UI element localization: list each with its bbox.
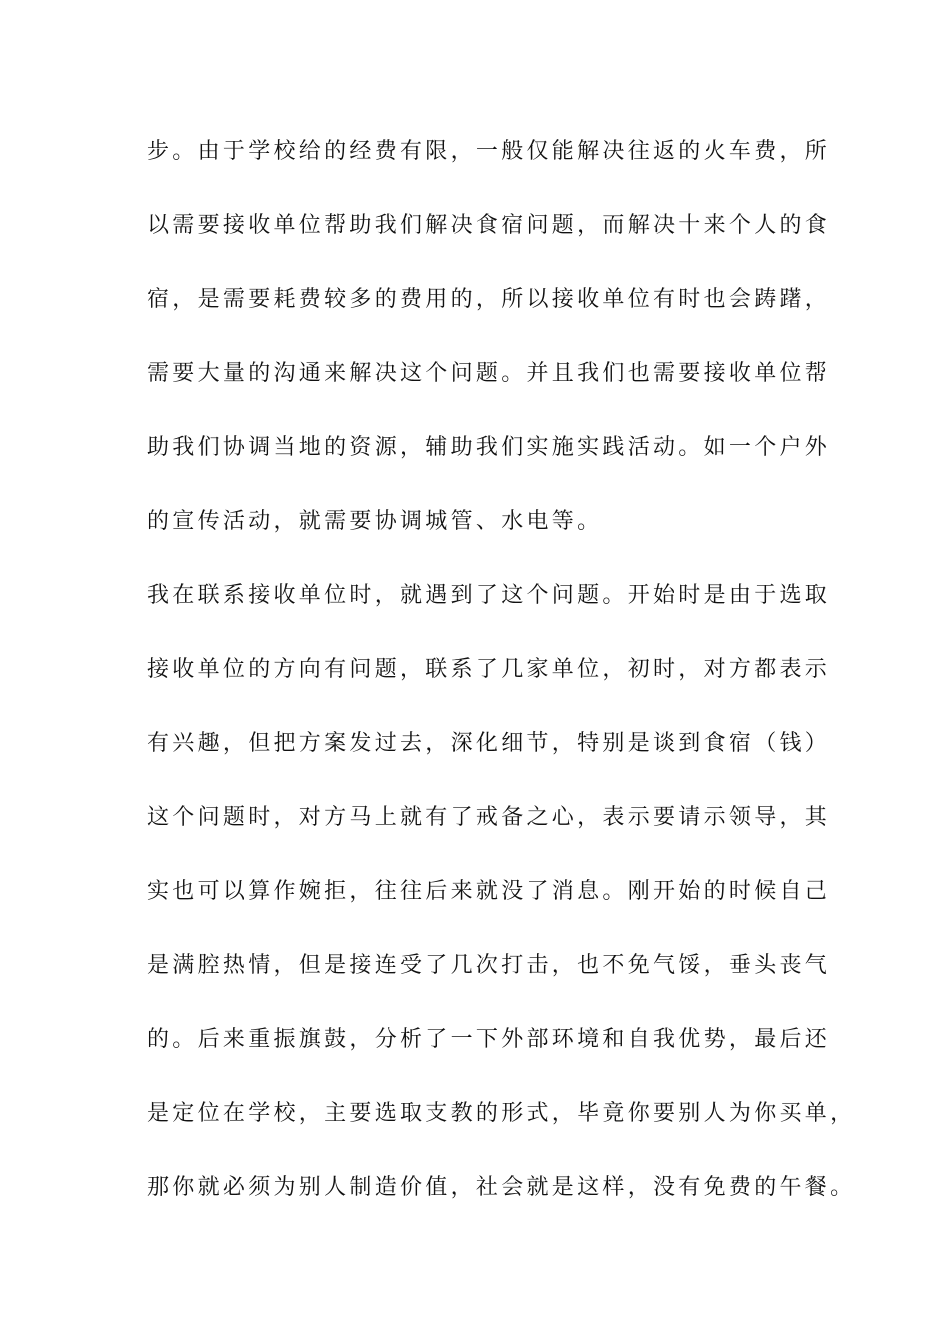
text-line: 的。后来重振旗鼓，分析了一下外部环境和自我优势，最后还 xyxy=(147,1027,831,1052)
text-line: 步。由于学校给的经费有限，一般仅能解决往返的火车费，所 xyxy=(147,139,831,164)
text-line: 的宣传活动，就需要协调城管、水电等。 xyxy=(147,509,603,534)
text-line: 实也可以算作婉拒，往往后来就没了消息。刚开始的时候自己 xyxy=(147,879,831,904)
text-line: 我在联系接收单位时，就遇到了这个问题。开始时是由于选取 xyxy=(147,583,831,608)
text-line: 那你就必须为别人制造价值，社会就是这样，没有免费的午餐。 xyxy=(147,1175,856,1200)
text-line: 这个问题时，对方马上就有了戒备之心，表示要请示领导，其 xyxy=(147,805,831,830)
text-line: 有兴趣，但把方案发过去，深化细节，特别是谈到食宿（钱） xyxy=(147,731,831,756)
text-line: 以需要接收单位帮助我们解决食宿问题，而解决十来个人的食 xyxy=(147,213,831,238)
text-line: 需要大量的沟通来解决这个问题。并且我们也需要接收单位帮 xyxy=(147,361,831,386)
text-line: 助我们协调当地的资源，辅助我们实施实践活动。如一个户外 xyxy=(147,435,831,460)
text-line: 是定位在学校，主要选取支教的形式，毕竟你要别人为你买单， xyxy=(147,1101,856,1126)
text-line: 宿，是需要耗费较多的费用的，所以接收单位有时也会踌躇， xyxy=(147,287,831,312)
body-text xyxy=(147,130,856,1240)
text-line: 是满腔热情，但是接连受了几次打击，也不免气馁，垂头丧气 xyxy=(147,953,831,978)
text-line: 接收单位的方向有问题，联系了几家单位，初时，对方都表示 xyxy=(147,657,831,682)
